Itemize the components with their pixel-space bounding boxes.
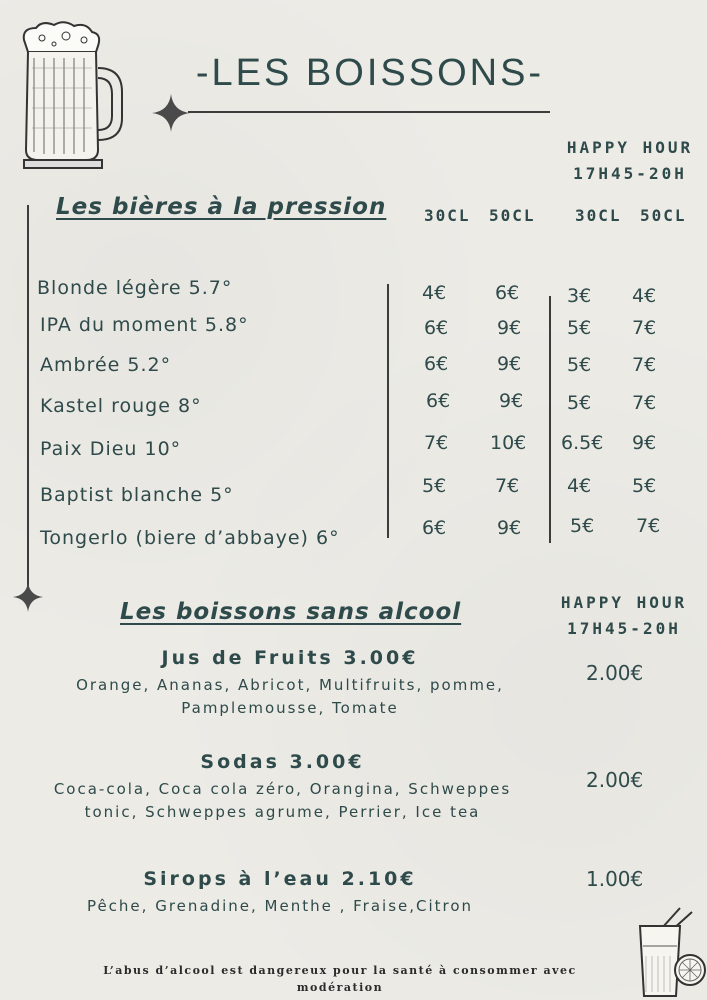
happy-hour-label: HAPPY HOUR <box>560 593 688 612</box>
happy-hour-price-50cl: 7€ <box>632 392 657 414</box>
happy-hour-price-30cl: 5€ <box>567 392 592 414</box>
price-30cl: 6€ <box>424 353 449 375</box>
col-header-50cl: 50CL <box>489 206 536 225</box>
happy-hour-label: HAPPY HOUR <box>566 138 694 157</box>
happy-hour-price-50cl: 7€ <box>632 354 657 376</box>
happy-hour-price-50cl: 7€ <box>632 317 657 339</box>
happy-hour-time: 17H45-20H <box>573 164 687 183</box>
happy-hour-time: 17H45-20H <box>567 619 681 638</box>
col-header-hh-50cl: 50CL <box>640 206 687 225</box>
happy-hour-price-50cl: 7€ <box>636 515 661 537</box>
soft-drink-description: Orange, Ananas, Abricot, Multifruits, pomme, Pamplemousse, Tomate <box>76 676 504 717</box>
happy-hour-header <box>560 135 700 187</box>
col-header-30cl: 30CL <box>424 206 471 225</box>
page-title: -LES BOISSONS- <box>195 52 545 94</box>
soft-drink-description: Coca-cola, Coca cola zéro, Orangina, Schweppes tonic, Schweppes agrume, Perrier, Ice tea <box>53 780 512 821</box>
price-50cl: 6€ <box>495 282 520 304</box>
happy-hour-price-30cl: 4€ <box>567 475 592 497</box>
soft-drink-happy-hour-price: 1.00€ <box>586 867 644 891</box>
price-50cl: 10€ <box>490 432 527 454</box>
beer-section-title: Les bières à la pression <box>56 194 387 220</box>
beer-name: Tongerlo (biere d’abbaye) 6° <box>40 527 340 549</box>
price-50cl: 9€ <box>497 517 522 539</box>
happy-hour-price-50cl: 9€ <box>632 432 657 454</box>
sparkle-star-icon <box>13 582 43 612</box>
happy-hour-price-30cl: 3€ <box>567 285 592 307</box>
price-50cl: 9€ <box>499 390 524 412</box>
beer-name: Baptist blanche 5° <box>40 484 234 506</box>
title-underline <box>188 111 550 113</box>
soft-drink-description: Pêche, Grenadine, Menthe , Fraise,Citron <box>86 897 474 915</box>
soft-drink-title: Sodas 3.00€ <box>200 751 365 773</box>
price-50cl: 9€ <box>497 353 522 375</box>
happy-hour-price-30cl: 5€ <box>570 515 595 537</box>
soft-drinks-section-title: Les boissons sans alcool <box>120 599 462 625</box>
sparkle-star-icon <box>152 94 190 132</box>
price-30cl: 6€ <box>424 317 449 339</box>
happy-hour-column-divider <box>549 296 551 543</box>
price-30cl: 5€ <box>422 475 447 497</box>
happy-hour-price-50cl: 5€ <box>632 475 657 497</box>
price-30cl: 7€ <box>424 432 449 454</box>
soft-drink-title: Sirops à l’eau 2.10€ <box>143 868 417 890</box>
beer-name: Ambrée 5.2° <box>40 354 172 376</box>
beer-mug-icon <box>14 18 126 170</box>
price-30cl: 6€ <box>426 390 451 412</box>
soft-drink-happy-hour-price: 2.00€ <box>586 661 644 685</box>
happy-hour-price-30cl: 6.5€ <box>561 432 604 454</box>
happy-hour-price-30cl: 5€ <box>567 354 592 376</box>
happy-hour-price-50cl: 4€ <box>632 285 657 307</box>
beer-name: Kastel rouge 8° <box>40 395 202 417</box>
cocktail-glass-icon <box>632 906 707 1000</box>
happy-hour-price-30cl: 5€ <box>567 317 592 339</box>
price-50cl: 7€ <box>495 475 520 497</box>
col-header-hh-30cl: 30CL <box>575 206 622 225</box>
happy-hour-header <box>554 590 694 642</box>
beer-name: Blonde légère 5.7° <box>37 277 233 299</box>
price-30cl: 4€ <box>422 282 447 304</box>
footer-disclaimer: L’abus d’alcool est dangereux pour la santé à consommer avec modération <box>103 964 577 994</box>
beer-name: IPA du moment 5.8° <box>40 314 249 336</box>
price-column-divider <box>387 284 389 538</box>
beer-name: Paix Dieu 10° <box>40 438 182 460</box>
soft-drink-happy-hour-price: 2.00€ <box>586 768 644 792</box>
price-50cl: 9€ <box>497 317 522 339</box>
left-divider-line <box>27 205 29 590</box>
price-30cl: 6€ <box>422 517 447 539</box>
soft-drink-title: Jus de Fruits 3.00€ <box>161 647 419 669</box>
